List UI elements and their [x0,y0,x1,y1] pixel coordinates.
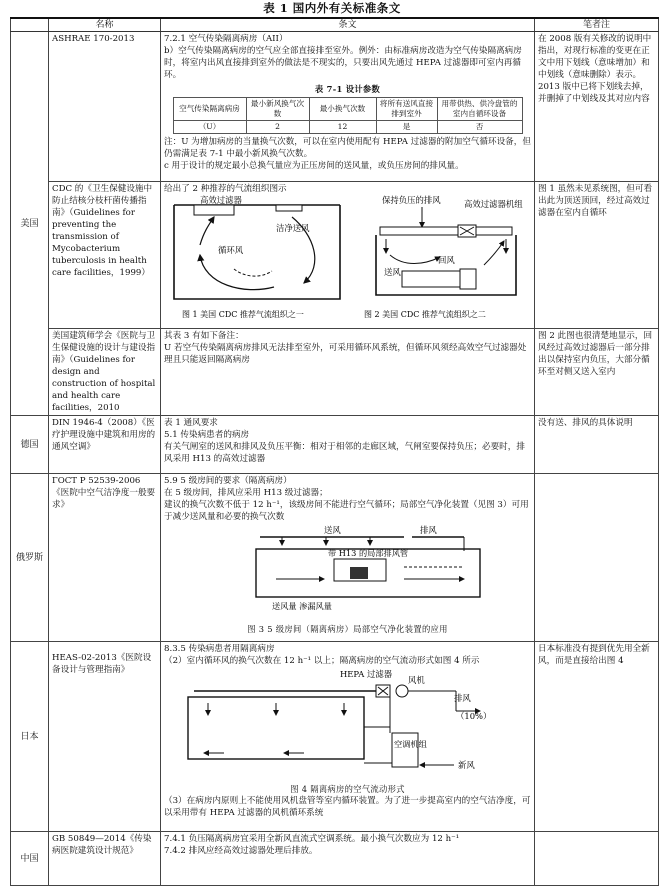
fig1-recirc-label: 循环风 [218,245,244,255]
din-note: 没有送、排风的具体说明 [535,416,659,474]
param-header-2: 最小新风换气次数 [246,98,309,121]
cdc-text: 给出了 2 种推荐的气流组织图示 [164,184,287,194]
param-header-4: 将所有送风直接排到室外 [376,98,437,121]
fig2-exhaust-label: 保持负压的排风 [382,195,441,205]
ashrae-line-4: c 用于设计的规定最小总换气量应为正压房间的送风量，或负压房间的排风量。 [164,161,464,171]
supply-duct [380,227,512,235]
country-germany: 德国 [11,416,49,474]
param-value-5: 否 [437,121,522,134]
row-gost [11,474,659,642]
gb-name: GB 50849—2014《传染病医院建筑设计规范》 [49,832,161,886]
gost-line-1: 5.9 5 级房间的要求（隔离病房） [164,476,292,486]
ashrae-table-title: 表 7-1 设计参数 [314,84,381,94]
param-header-3: 最小换气次数 [309,98,376,121]
hepa-filter-box [194,205,234,215]
fig2-return-label: 回风 [438,255,455,265]
guideline-name: 美国建筑师学会《医院与卫生保健设施的设计与建设指南》（Guidelines for design and construction of hospital and health care facilities，2010 [49,329,161,416]
guideline-clause [161,329,535,416]
guideline-line-2: U 若空气传染隔离病房排风无法排至室外，可采用循环风系统，但循环风须经高效空气过滤器处理且只能返回隔离病房 [164,343,527,365]
gost-figure-3 [164,523,530,619]
param-header-5: 用带供热、供冷盘管的室内自循环设备 [437,98,522,121]
heas-figure-4 [164,667,530,779]
row-din [11,416,659,474]
fig2-filter-label: 高效过滤器机组 [464,199,523,209]
fig4-fan-label: 风机 [408,675,425,685]
gb-line-1: 7.4.1 负压隔离病房宜采用全新风直流式空调系统。最小换气次数应为 12 h⁻¹ [164,834,460,844]
gost-name: ГОСТ Р 52539-2006《医院中空气洁净度一般要求》 [49,474,161,642]
fig3-caption: 图 3 5 级房间（隔离病房）局部空气净化装置的应用 [247,624,448,634]
param-value-1: （U） [173,121,246,134]
param-value-4: 是 [376,121,437,134]
fig1-caption: 图 1 美国 CDC 推荐气流组织之一 [182,310,304,319]
fig1-supply-label: 洁净送风 [276,223,310,233]
design-parameter-table [173,97,523,134]
fig3-supply-label: 送风 [324,525,341,535]
fig4-pct-label: （10%） [456,711,492,721]
gost-note [535,474,659,642]
country-usa: 美国 [11,32,49,416]
fig4-exhaust-label: 排风 [454,693,471,703]
cdc-note: 图 1 虽然未见系统图，但可看出此为顶送顶回，经过高效过滤器在室内自循环 [535,182,659,329]
din-clause [161,416,535,474]
row-guidelines [11,329,659,416]
fig1-hepa-label: 高效过滤器 [200,195,242,205]
ashrae-line-1: 7.2.1 空气传染隔离病房（AII） [164,34,288,44]
ashrae-note: 在 2008 版有关修改的说明中指出，对现行标准的变更在正文中用下划线（意味增加）和中划线（意味删除）表示。2013 版中已将下划线去掉，并删掉了中划线及其对应内容 [535,32,659,182]
country-china: 中国 [11,832,49,886]
gost-line-2: 在 5 级房间，排风应采用 H13 级过滤器； [164,488,328,498]
supply-diffuser [276,205,302,211]
header-note: 笔者注 [535,18,659,32]
fig3-unit-label: 带 H13 的局部排风管 [328,548,409,558]
fan [396,685,408,697]
row-ashrae [11,32,659,182]
header-row [11,18,659,32]
fig3-exhaust-label: 排风 [420,525,437,535]
ashrae-clause [161,32,535,182]
country-russia: 俄罗斯 [11,474,49,642]
figure-1 [174,195,340,319]
header-country [11,18,49,32]
fig4-ahu-label-1: 空调机组 [394,739,427,749]
row-gb [11,832,659,886]
param-header-1: 空气传染隔离病房 [173,98,246,121]
gost-clause [161,474,535,642]
guideline-line-1: 其表 3 有如下备注： [164,331,244,341]
heas-clause [161,642,535,832]
gb-note [535,832,659,886]
din-line-1: 表 1 通风要求 [164,418,218,428]
fig3-legend: 送风量 渗漏风量 [272,601,332,611]
row-heas [11,642,659,832]
table-title: 表 1 国内外有关标准条文 [263,1,401,15]
din-name: DIN 1946-4（2008）《医疗护理设施中建筑和用房的通风空调》 [49,416,161,474]
gb-clause [161,832,535,886]
fig4-caption: 图 4 隔离病房的空气流动形式 [290,784,405,794]
cdc-name: CDC 的《卫生保健设施中防止结核分枝杆菌传播指南》（Guidelines for preventing the transmission of Mycobacterium tuberculosis in health care facilities，1999） [49,182,161,329]
cdc-airflow-figures [164,195,530,323]
cdc-clause [161,182,535,329]
ashrae-line-3: 注：U 为增加病房的当量换气次数，可以在室内使用配有 HEPA 过滤器的附加空气循环设备，但仍需满足表 7-1 中最小新风换气次数。 [164,137,531,159]
gb-line-2: 7.4.2 排风应经高效过滤器处理后排放。 [164,846,318,856]
heas-note: 日本标准没有提到优先用全新风，而是直接给出图 4 [535,642,659,832]
row-cdc [11,182,659,329]
heas-line-3: （3）在病房内原则上不能使用风机盘管等室内循环装置。为了进一步提高室内的空气洁净度，可以采用带有 HEPA 过滤器的风机循环系统 [164,796,531,818]
ashrae-line-2: b）空气传染隔离病房的空气应全部直接排至室外。例外：由标准病房改造为空气传染隔离病房时，将室内出风直接排到室外的做法是不现实的，只要出风先通过 HEPA 过滤器即可室内再循环。 [164,46,522,80]
heas-line-1: 8.3.5 传染病患者用隔离病房 [164,644,275,654]
header-clause: 条文 [161,18,535,32]
fig4-hepa-label: HEPA 过滤器 [340,669,393,679]
standards-table [10,17,659,886]
heas-line-2: （2）室内循环风的换气次数在 12 h⁻¹ 以上；隔离病房的空气流动形式如图 4 所示 [164,656,480,666]
din-line-2: 5.1 传染病患者的病房 [164,430,250,440]
fig2-supply-label: 送风 [384,267,401,277]
figure-2 [364,195,523,319]
guideline-note: 图 2 此图也很清楚地显示，回风经过高效过滤器后一部分排出以保持室内负压，大部分循环至对侧又送入室内 [535,329,659,416]
fig4-fresh-label: 新风 [458,760,475,770]
param-value-3: 12 [309,121,376,134]
heas-name: HEAS-02-2013《医院设备设计与管理指南》 [49,642,161,832]
header-name: 名称 [49,18,161,32]
gost-line-3: 建议的换气次数不低于 12 h⁻¹，该级房间不能进行空气循环；局部空气净化装置（见图 3）可用于减少送风量和必要的换气次数 [164,500,529,522]
country-japan: 日本 [11,642,49,832]
din-line-3: 有关气闸室的送风和排风及负压平衡：相对于相邻的走廊区域，气闸室要保持负压；必要时，排风采用 H13 的高效过滤器 [164,442,525,464]
fig2-caption: 图 2 美国 CDC 推荐气流组织之二 [364,310,486,319]
ashrae-name: ASHRAE 170-2013 [49,32,161,182]
param-value-2: 2 [246,121,309,134]
